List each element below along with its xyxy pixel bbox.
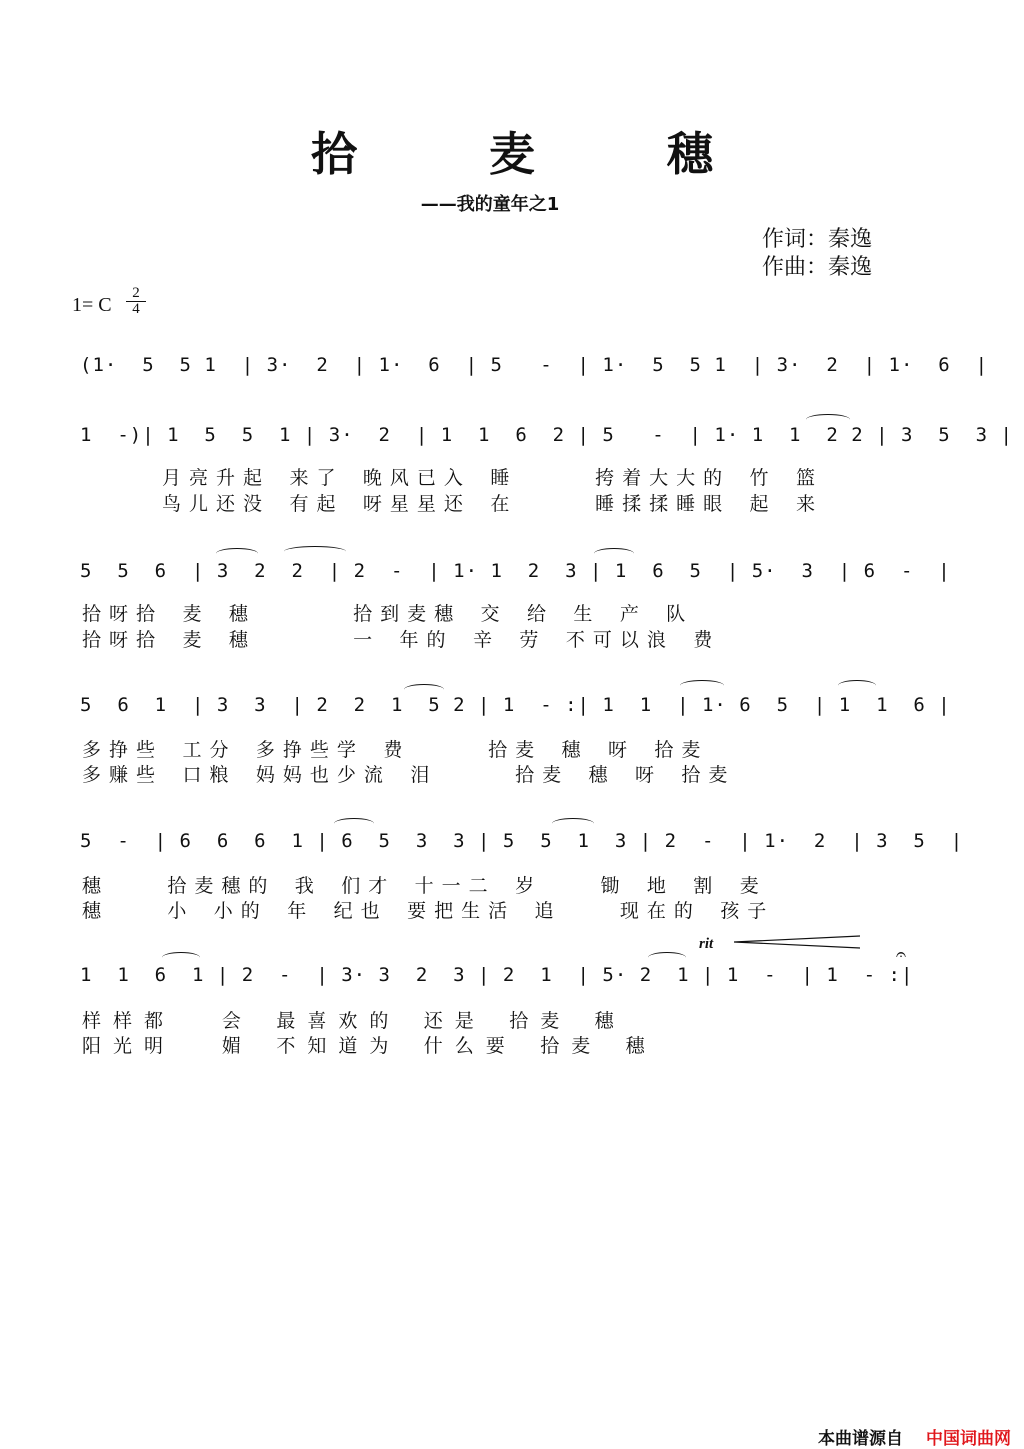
system-5-lyric-2: 穗 小 小的 年 纪也 要把生活 追 现在的 孩子 — [82, 900, 775, 922]
decrescendo-hairpin — [734, 934, 860, 950]
song-subtitle: ——我的童年之1 — [420, 194, 560, 215]
system-6-notes: 1 1 6 1 | 2 - | 3· 3 2 3 | 2 1 | 5· 2 1 | 1 - | 1 - :| — [80, 964, 914, 986]
slur-mark — [404, 684, 444, 695]
composer-credit: 作曲：秦逸 — [762, 255, 873, 280]
footer-site[interactable]: 中国词曲网 — [926, 1429, 1011, 1449]
system-4-lyric-1: 多挣些 工分 多挣些学 费 拾麦 穗 呀 拾麦 — [82, 739, 709, 761]
slur-mark — [216, 548, 258, 559]
system-2-notes: 1 -)| 1 5 5 1 | 3· 2 | 1 1 6 2 | 5 - | 1· 1 1 2 2 | 3 5 3 | — [80, 424, 1013, 446]
rit-mark: rit — [699, 936, 714, 952]
slur-mark — [838, 680, 876, 691]
key-signature: 1= C — [72, 294, 112, 316]
time-signature-denominator: 4 — [132, 301, 140, 317]
fermata-icon: 𝄐 — [896, 944, 907, 965]
lyricist-credit: 作词：秦逸 — [762, 227, 873, 252]
system-6-lyric-1: 样样都 会 最喜欢的 还是 拾麦 穗 — [82, 1010, 626, 1032]
system-5-notes: 5 - | 6 6 6 1 | 6 5 3 3 | 5 5 1 3 | 2 - | 1· 2 | 3 5 | — [80, 830, 964, 852]
time-signature-numerator: 2 — [126, 286, 146, 302]
system-2-lyric-1: 月亮升起 来了 晚风已入 睡 挎着大大的 竹 篮 — [162, 467, 823, 489]
system-1-notes: (1· 5 5 1 | 3· 2 | 1· 6 | 5 - | 1· 5 5 1 | 3· 2 | 1· 6 | — [80, 354, 989, 376]
slur-mark — [680, 680, 724, 691]
slur-mark — [594, 548, 634, 559]
system-3-lyric-2: 拾呀拾 麦 穗 一 年的 辛 劳 不可以浪 费 — [82, 629, 721, 651]
system-2-lyric-2: 鸟儿还没 有起 呀星星还 在 睡揉揉睡眼 起 来 — [162, 493, 823, 515]
system-4-lyric-2: 多赚些 口粮 妈妈也少流 泪 拾麦 穗 呀 拾麦 — [82, 764, 736, 786]
system-3-lyric-1: 拾呀拾 麦 穗 拾到麦穗 交 给 生 产 队 — [82, 603, 694, 625]
slur-mark — [648, 952, 686, 963]
slur-mark — [334, 818, 374, 829]
time-signature — [126, 286, 146, 317]
slur-mark — [284, 546, 346, 557]
slur-mark — [806, 414, 850, 425]
system-6-lyric-2: 阳光明 媚 不知道为 什么要 拾麦 穗 — [82, 1035, 657, 1057]
song-title: 拾 麦 穗 — [310, 127, 772, 181]
system-3-notes: 5 5 6 | 3 2 2 | 2 - | 1· 1 2 3 | 1 6 5 | 5· 3 | 6 - | — [80, 560, 951, 582]
footer-source: 本曲谱源自 — [818, 1429, 903, 1449]
system-4-notes: 5 6 1 | 3 3 | 2 2 1 5 2 | 1 - :| 1 1 | 1· 6 5 | 1 1 6 | — [80, 694, 951, 716]
slur-mark — [162, 952, 200, 963]
slur-mark — [552, 818, 594, 829]
system-5-lyric-1: 穗 拾麦穗的 我 们才 十一二 岁 锄 地 割 麦 — [82, 875, 767, 897]
